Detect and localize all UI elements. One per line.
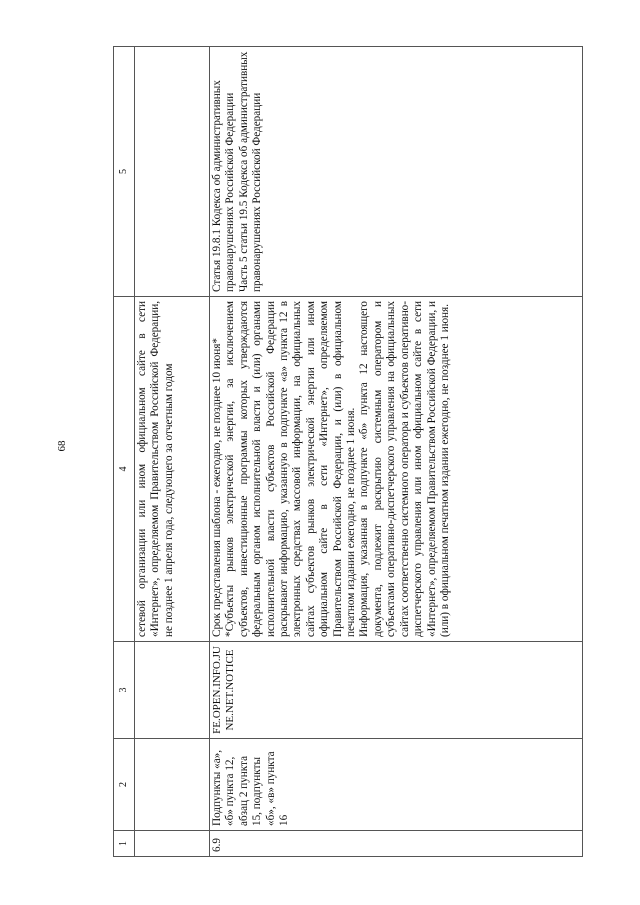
- header-cell-3: 3: [114, 642, 135, 739]
- page-number: 68: [56, 440, 68, 452]
- liability-paragraph: Часть 5 статьи 19.5 Кодекса об административных правонарушениях Российской Федерации: [237, 51, 264, 292]
- continuation-cell-5: [135, 47, 210, 297]
- requirements-table: [113, 46, 583, 857]
- deadline-paragraph: *Субъекты рынков электрической энергии, за исключением субъектов, инвестиционные программы которых утверждаются федеральным органом исполнительной власти и (или) органами исполнительной власти субъектов Российской Федерации раскрывают информацию, указанную в подпункте «а» пункта 12 в электронных средствах массовой информации, на официальных сайтах субъектов рынков электрической энергии или ином официальном сайте в сети «Интернет», определяемом Правительством Российской Федерации, и (или) в официальном печатном издании ежегодно, не позднее 1 июня.: [224, 301, 358, 637]
- row-number: 6.9: [210, 831, 583, 857]
- template-code: FE.OPEN.INFO.JUNE.NET.NOTICE: [210, 642, 583, 739]
- header-cell-4: 4: [114, 297, 135, 642]
- table-row: [210, 47, 583, 857]
- liability-paragraph: Статья 19.8.1 Кодекса об административных правонарушениях Российской Федерации: [211, 80, 237, 292]
- deadline-text: [210, 297, 583, 642]
- header-cell-5: 5: [114, 47, 135, 297]
- continuation-deadline-text: сетевой организации или ином официальном сайте в сети «Интернет», определяемом Правительством Российской Федерации, не позднее 1 апреля года, следующего за отчетным годом: [135, 297, 210, 642]
- liability-text: [210, 47, 583, 297]
- continuation-row: [135, 47, 210, 857]
- header-cell-1: 1: [114, 831, 135, 857]
- deadline-paragraph: Информация, указанная в подпункте «б» пункта 12 настоящего документа, подлежит раскрытию системным оператором и субъектами оперативно-диспетчерского управления на официальных сайтах соответственно системного оператора и субъектов оперативно-диспетчерского управления или ином официальном сайте в сети «Интернет», определяемом Правительством Российской Федерации, и (или) в официальном печатном издании ежегодно, не позднее 1 июня.: [358, 301, 451, 637]
- basis-text: Подпункты «а», «б» пункта 12, абзац 2 пункта 15, подпункты «б», «в» пункта 16: [210, 739, 583, 831]
- header-row: [114, 47, 135, 857]
- rotated-table-container: [113, 47, 583, 857]
- header-cell-2: 2: [114, 739, 135, 831]
- deadline-paragraph: Срок представления шаблона - ежегодно, не позднее 10 июня*: [211, 338, 223, 637]
- continuation-cell-2: [135, 739, 210, 831]
- continuation-cell-3: [135, 642, 210, 739]
- continuation-cell-1: [135, 831, 210, 857]
